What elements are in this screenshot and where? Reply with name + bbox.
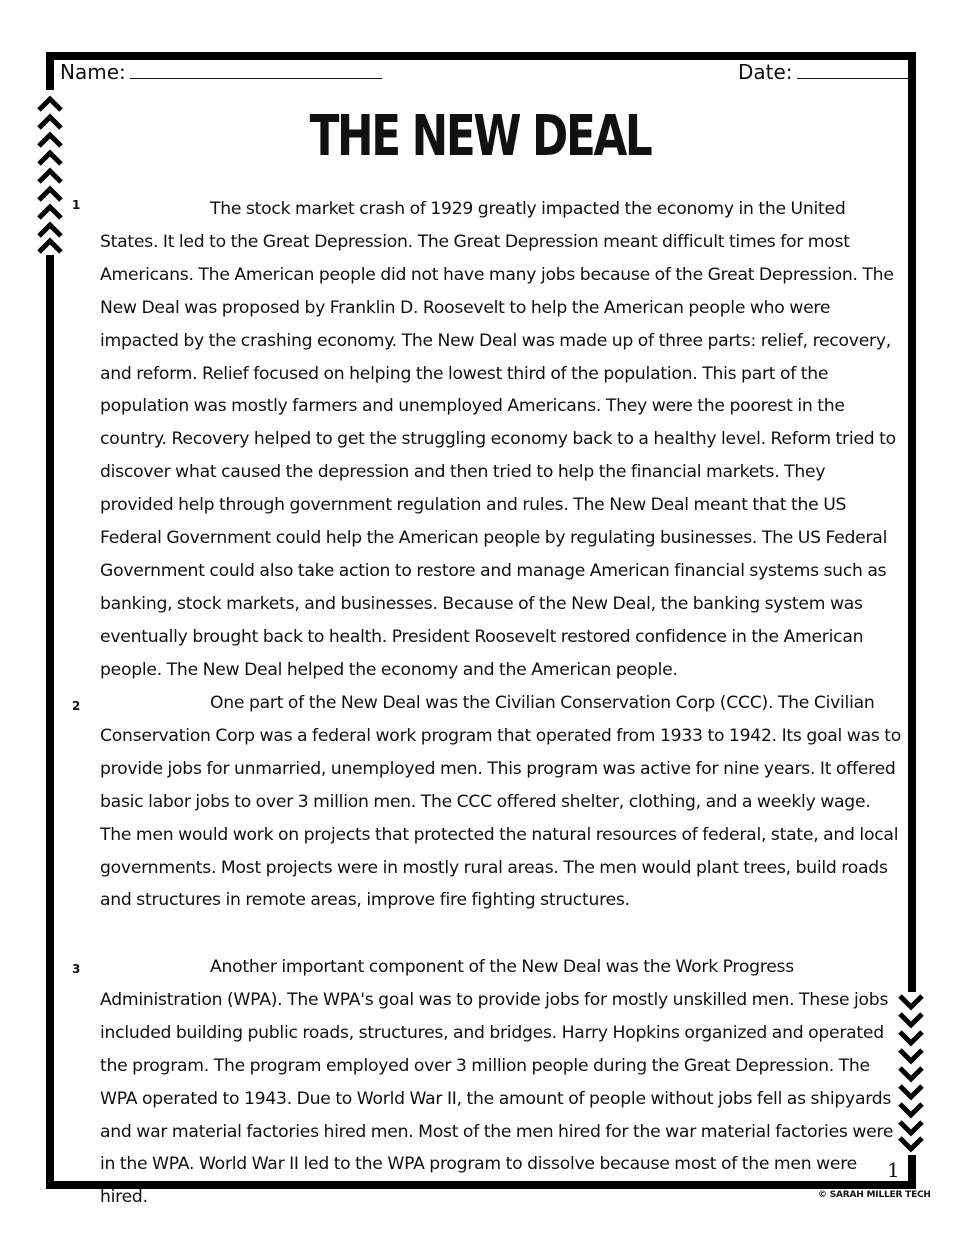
paragraph-number-3: 3 [72, 962, 81, 976]
date-field[interactable] [738, 60, 911, 84]
name-label: Name: [60, 60, 126, 84]
date-blank-line[interactable] [797, 60, 911, 79]
name-blank-line[interactable] [130, 60, 382, 79]
frame-left-border-lower [46, 255, 54, 1189]
frame-right-border [908, 52, 916, 992]
chevron-up-decoration-icon [36, 94, 64, 254]
frame-top-border [46, 52, 916, 60]
paragraph-3: Another important component of the New Deal was the Work Progress Administration (WPA). The WPA's goal was to provide jobs for mostly unskilled men. These jobs included building public roads, structures, and bridges. Harry Hopkins organized and operated the program. The program employed over 3 million people during the Great Depression. The WPA operated to 1943. Due to World War II, the amount of people without jobs fell as shipyards and war material factories hired men. Most of the men hired for the war material factories were in the WPA. World War II led to the WPA program to dissolve because most of the men were hired. [100, 957, 894, 1208]
paragraph-2: One part of the New Deal was the Civilian Conservation Corp (CCC). The Civilian Conservation Corp was a federal work program that operated from 1933 to 1942. Its goal was to provide jobs for unmarried, unemployed men. This program was active for nine years. It offered basic labor jobs to over 3 million men. The CCC offered shelter, clothing, and a weekly wage. The men would work on projects that protected the natural resources of federal, state, and local governments. Most projects were in mostly rural areas. The men would plant trees, build roads and structures in remote areas, improve fire fighting structures. [100, 693, 902, 911]
date-label: Date: [738, 60, 793, 84]
copyright-notice: © SARAH MILLER TECH [818, 1190, 931, 1200]
frame-left-border [46, 52, 54, 90]
name-field[interactable] [60, 60, 382, 84]
paragraph-number-1: 1 [72, 198, 81, 212]
paragraph-1: The stock market crash of 1929 greatly impacted the economy in the United States. It led to the Great Depression. The Great Depression meant difficult times for most Americans. The American people did not have many jobs because of the Great Depression. The New Deal was proposed by Franklin D. Roosevelt to help the American people who were impacted by the crashing economy. The New Deal was made up of three parts: relief, recovery, and reform. Relief focused on helping the lowest third of the population. This part of the population was mostly farmers and unemployed Americans. They were the poorest in the country. Recovery helped to get the struggling economy back to a healthy level. Reform tried to discover what caused the depression and then tried to help the financial markets. They provided help through government regulation and rules. The New Deal meant that the US Federal Government could help the American people by regulating businesses. The US Federal Government could also take action to restore and manage American financial systems such as banking, stock markets, and businesses. Because of the New Deal, the banking system was eventually brought back to health. President Roosevelt restored confidence in the American people. The New Deal helped the economy and the American people. [100, 199, 896, 680]
frame-right-border-lower [908, 1155, 916, 1189]
page-number: 1 [887, 1158, 900, 1182]
paragraph-number-2: 2 [72, 699, 81, 713]
page-title: THE NEW DEAL [309, 104, 651, 169]
